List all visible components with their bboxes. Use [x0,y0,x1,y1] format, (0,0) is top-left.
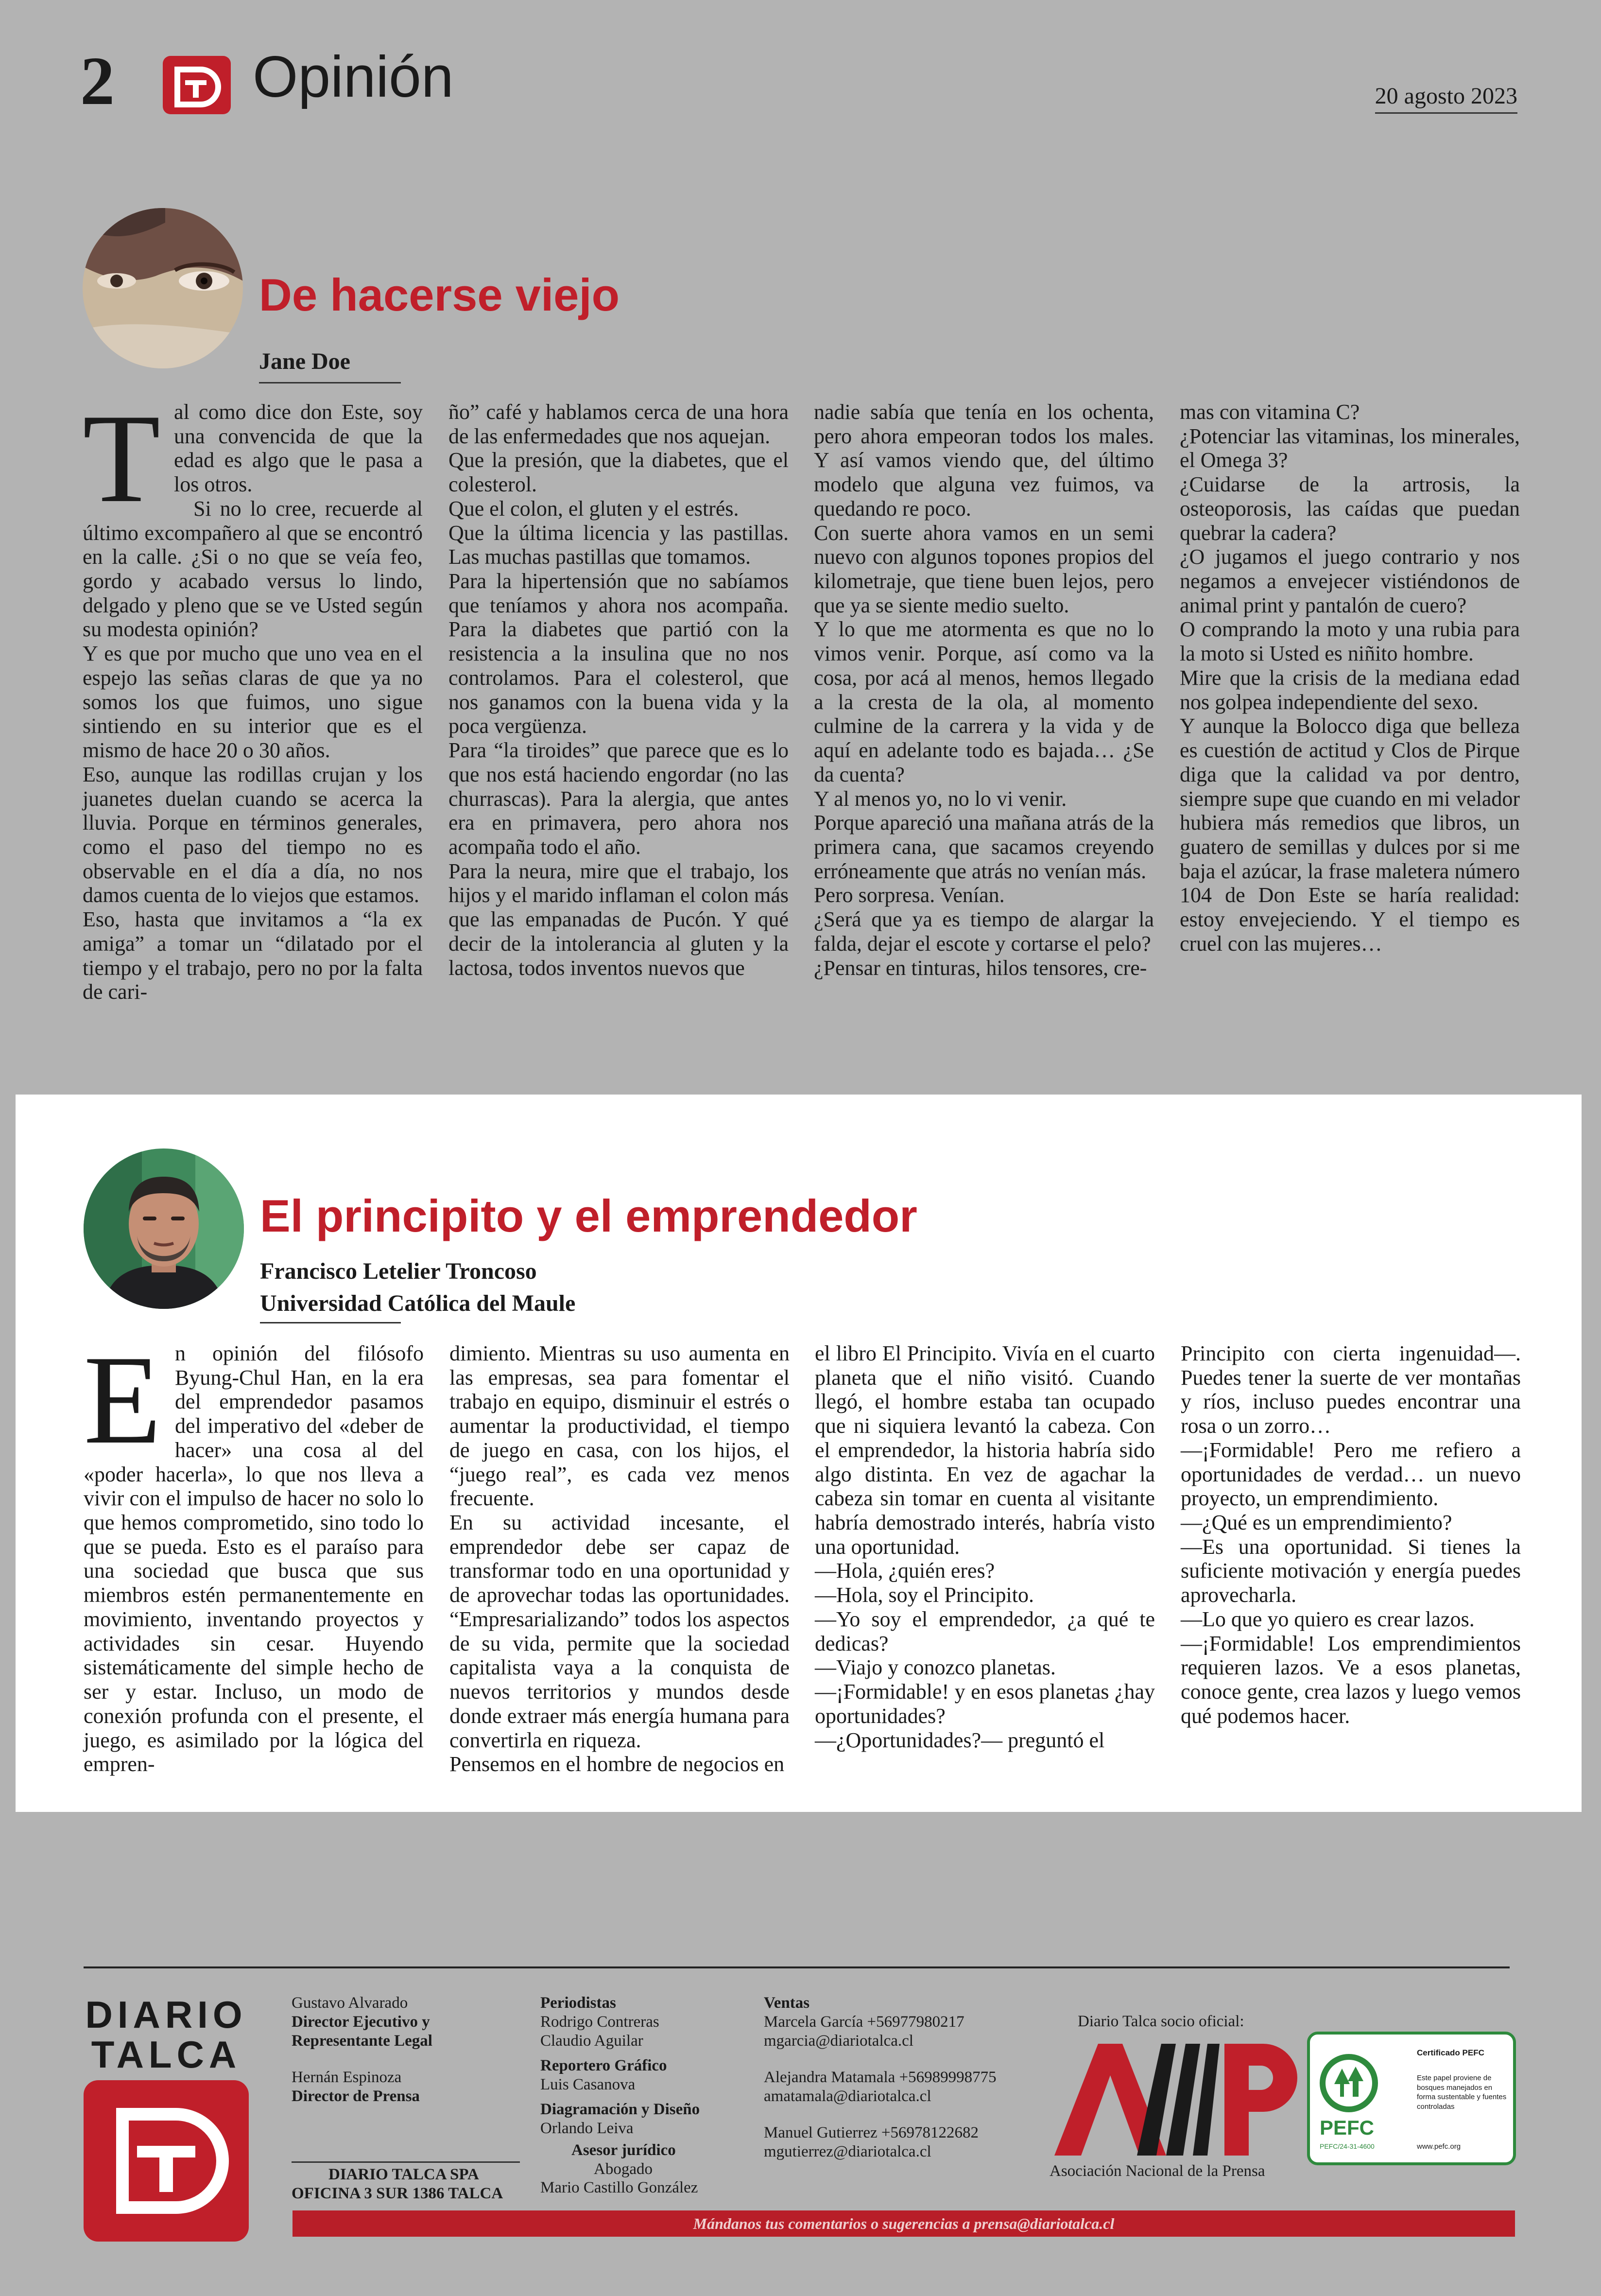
paragraph: Y es que por mucho que uno vea en el espejo las señas claras de que ya no somos los que fuimos, uno sigue sintiendo en su interior que es el mismo de hace 20 o 30 años. [83,642,423,763]
section-title: Opinión [253,44,454,109]
diario-talca-large-logo-icon [84,2080,249,2242]
paragraph: nadie sabía que tenía en los ochenta, pero ahora empeoran todos los males. Y así vamos viendo que, del último modelo que alguna vez fuimos, va quedando re poco. [814,400,1154,521]
author-photo-jane-doe [83,208,243,368]
ventas-email: mgutierrez@diariotalca.cl [764,2142,931,2160]
staff-block [292,1994,452,2106]
ventas-block [764,1994,1036,2161]
paragraph: el libro El Principito. Vivía en el cuarto planeta que el niño visitó. Cuando llegó, el hombre estaba tan ocupado que ni siquiera levantó la cabeza. Con el emprendedor, la historia habría sido algo distinta. En vez de agachar la cabeza sin tomar en cuenta al visitante habría demostrado interés, habría visto una oportunidad. [815,1341,1155,1559]
issue-date: 20 agosto 2023 [1375,83,1517,114]
paragraph: —Viajo y conozco planetas. [815,1655,1056,1680]
paragraph: n opinión del filósofo Byung-Chul Han, en la era del emprendedor pasamos del imperativo del «deber de hacer» una cosa al del «poder hacerla», lo que nos lleva a vivir con el impulso de hacer no solo lo que hemos comprometido, sino todo lo que se pueda. Esto es el paraíso para una sociedad que busca que sus miembros estén permanentemente en movimiento, inventando proyectos y actividades sin cesar. Huyendo sistemáticamente del simple hecho de ser y estar. Incluso, un modo de conexión profunda con el presente, el juego, es asimilado por la lógica del empren- [84,1341,424,1776]
asesor-role: Abogado [594,2160,653,2178]
paragraph: Porque apareció una mañana atrás de la primera cana, que sacamos creyendo erróneamente que atrás no venían más. [814,811,1154,883]
paragraph: Principito con cierta ingenuidad—. Puedes tener la suerte de ver montañas y ríos, incluso puedes encontrar una rosa o un zorro… [1181,1341,1521,1438]
reportero-name: Luis Casanova [540,2075,636,2093]
article-column-1 [84,1329,424,1776]
paragraph: Que la última licencia y las pastillas. Las muchas pastillas que tomamos. [448,521,789,569]
footer-brand [84,1995,249,2075]
paragraph: —Hola, soy el Principito. [815,1583,1034,1607]
pefc-url: www.pefc.org [1417,2142,1461,2151]
company-divider [292,2161,520,2163]
brand-line-1: DIARIO [85,1993,247,2036]
ventas-contact: Manuel Gutierrez +56978122682 [764,2123,979,2141]
paragraph: —Yo soy el emprendedor, ¿a qué te dedicas? [815,1607,1155,1655]
paragraph: ¿O jugamos el juego contrario y nos negamos a envejecer vistiéndonos de animal print y pantalón de cuero? [1180,545,1520,617]
company-name: DIARIO TALCA SPA [328,2166,479,2183]
article-author: Francisco Letelier Troncoso [260,1258,537,1284]
periodistas-label: Periodistas [540,1994,616,2012]
drop-cap: T [83,388,161,529]
paragraph: mas con vitamina C? [1180,400,1360,424]
paragraph: dimiento. Mientras su uso aumenta en las empresas, sea para fomentar el trabajo en equipo, disminuir el estrés o aumentar la productividad, el tiempo de juego en casa, con los hijos, el “juego real”, es cada vez menos frecuente. [449,1341,790,1511]
feedback-banner: Mándanos tus comentarios o sugerencias a prensa@diariotalca.cl [293,2210,1515,2237]
paragraph: Si no lo cree, recuerde al último excompañero al que se encontró en la calle. ¿Si o no que se veía feo, gordo y acabado versus lo lindo, delgado y pleno que se ve Usted según su modesta opinión? [83,496,423,642]
drop-cap: E [84,1329,162,1470]
reportero-label: Reportero Gráfico [540,2056,667,2074]
paragraph: Y al menos yo, no lo vi venir. [814,786,1067,811]
ventas-contact: Alejandra Matamala +56989998775 [764,2068,997,2086]
paragraph: Pensemos en el hombre de negocios en [449,1752,785,1776]
periodista: Claudio Aguilar [540,2032,643,2050]
paragraph: Mire que la crisis de la mediana edad nos golpea independiente del sexo. [1180,665,1520,714]
paragraph: Y lo que me atormenta es que no lo vimos venir. Porque, así como va la cosa, por acá al menos, hemos llegado a la cresta de la ola, al momento culmine de la carrera y la vida y de aquí en adelante todo es bajada… ¿Se da cuenta? [814,617,1154,786]
article-column-3 [815,1341,1155,1752]
paragraph: —¡Formidable! Los emprendimientos requieren lazos. Ve a esos planetas, conoce gente, crea lazos y luego vemos qué podemos hacer. [1181,1631,1521,1728]
paragraph: —¿Qué es un emprendimiento? [1181,1511,1452,1535]
ventas-email: mgarcia@diariotalca.cl [764,2032,913,2050]
pefc-badge [1307,2032,1516,2165]
asesor-label: Asesor jurídico [571,2141,676,2159]
article-column-2 [449,1341,790,1776]
author-divider [259,382,401,383]
periodista: Rodrigo Contreras [540,2013,659,2031]
diagramacion-label: Diagramación y Diseño [540,2100,700,2118]
paragraph: —¡Formidable! y en esos planetas ¿hay oportunidades? [815,1680,1155,1728]
paragraph: —Es una oportunidad. Si tienes la suficiente motivación y energía puedes aprovecharla. [1181,1534,1521,1607]
paragraph: Para “la tiroides” que parece que es lo que nos está haciendo engordar (no las churrascas). Para la alergia, que antes era en primavera, pero ahora nos acompaña todo el año. [448,738,789,859]
pefc-code: PEFC/24-31-4600 [1320,2142,1375,2150]
paragraph: —Lo que yo quiero es crear lazos. [1181,1607,1475,1631]
pefc-brand: PEFC [1320,2116,1375,2139]
staff-role: Director de Prensa [292,2087,420,2105]
paragraph: En su actividad incesante, el emprendedor debe ser capaz de transformar todo en una oportunidad y de aprovechar todas las oportunidades. “Empresarializando” todos los aspectos de su vida, permite que la sociedad capitalista vaya a la conquista de nuevos territorios y mundos desde donde extraer más energía humana para convertirla en riqueza. [449,1511,790,1752]
paragraph: Para la neura, mire que el trabajo, los hijos y el marido inflaman el colon más que las empanadas de Pucón. Y qué decir de la intolerancia al gluten y la lactosa, todos inventos nuevos que [448,859,789,980]
article-author: Jane Doe [259,348,350,374]
article-body [84,1329,1522,1779]
paragraph: ¿Pensar en tinturas, hilos tensores, cre- [814,956,1147,980]
author-divider [260,1322,401,1323]
paragraph: ¿Cuidarse de la artrosis, la osteoporosis, las caídas que puedan quebrar la cadera? [1180,472,1520,545]
footer-divider [84,1966,1510,1968]
company-address: OFICINA 3 SUR 1386 TALCA [292,2184,503,2202]
paragraph: —¡Formidable! Pero me refiero a oportunidades de verdad… un nuevo proyecto, un emprendimiento. [1181,1438,1521,1511]
article-column-1 [83,388,423,1004]
author-affiliation: Universidad Católica del Maule [260,1290,576,1316]
paragraph: —¿Oportunidades?— preguntó el [815,1728,1105,1752]
article-title: De hacerse viejo [259,269,620,320]
ventas-email: amatamala@diariotalca.cl [764,2087,931,2105]
paragraph: O comprando la moto y una rubia para la moto si Usted es niñito hombre. [1180,617,1520,666]
article-column-4 [1180,400,1520,956]
paragraph: ¿Potenciar las vitaminas, los minerales, el Omega 3? [1180,424,1520,472]
diagramacion-name: Orlando Leiva [540,2119,634,2137]
anp-logo-icon [1045,2034,1297,2160]
article-column-4 [1181,1341,1521,1728]
article-body [83,388,1521,1004]
paragraph: ¿Será que ya es tiempo de alargar la falda, dejar el escote y cortarse el pelo? [814,907,1154,956]
pefc-title: Certificado PEFC [1417,2048,1484,2057]
paragraph: al como dice don Este, soy una convencida de que la edad es algo que le pasa a los otros. [174,400,423,497]
paragraph: —Hola, ¿quién eres? [815,1559,995,1583]
paragraph: Que el colon, el gluten y el estrés. [448,496,739,521]
staff-name: Hernán Espinoza [292,2068,402,2086]
ventas-label: Ventas [764,1994,810,2012]
article-title: El principito y el emprendedor [260,1190,917,1241]
anp-logo-text: ANP [1045,2034,1046,2035]
pefc-text: Este papel proviene de bosques manejados en forma sustentable y fuentes controladas [1417,2074,1507,2111]
paragraph: Para la hipertensión que no sabíamos que teníamos y ahora nos acompaña. Para la diabetes que partió con la resistencia a la insulina que no nos controlamos. Para el colesterol, que nos ganamos con la buena vida y la poca vergüenza. [448,569,789,738]
asesor-name: Mario Castillo González [540,2179,698,2197]
ventas-contact: Marcela García +56977980217 [764,2013,964,2031]
paragraph: Que la presión, que la diabetes, que el colesterol. [448,448,789,497]
paragraph: Eso, hasta que invitamos a “la ex amiga” a tomar un “dilatado por el tiempo y el trabajo, pero no por la falta de cari- [83,907,423,1004]
article-column-2 [448,400,789,980]
staff-role: Director Ejecutivo y Representante Legal [292,2013,432,2050]
brand-line-2: TALCA [91,2033,241,2076]
author-photo-francisco-letelier [84,1148,244,1309]
paragraph: ño” café y hablamos cerca de una hora de las enfermedades que nos aquejan. [448,400,789,448]
tree-icon [1320,2054,1378,2112]
paragraph: Y aunque la Bolocco diga que belleza es cuestión de actitud y Clos de Pirque diga que la calidad va por dentro, siempre supe que cuando en mi velador hubiera más remedios que libros, un guatero de semillas y dulces por si me baja el azúcar, la frase maletera número 104 de Don Este se haría realidad: estoy envejeciendo. Y el tiempo es cruel con las mujeres… [1180,714,1520,956]
diario-talca-logo-icon [163,56,231,114]
staff-name: Gustavo Alvarado [292,1994,408,2012]
anp-caption: Asociación Nacional de la Prensa [1050,2162,1265,2180]
company-block [292,2165,520,2203]
socio-label: Diario Talca socio oficial: [1078,2013,1244,2030]
page-number: 2 [80,42,115,119]
paragraph: Pero sorpresa. Venían. [814,883,1005,907]
paragraph: Con suerte ahora vamos en un semi nuevo con algunos topones propios del kilometraje, que tiene buen lejos, pero que ya se siente medio suelto. [814,521,1154,617]
article-column-3 [814,400,1154,980]
newsroom-block [540,1994,744,2197]
paragraph: Eso, aunque las rodillas crujan y los juanetes duelan cuando se acerca la lluvia. Porque en términos generales, como el paso del tiempo no es observable en el día a día, no nos damos cuenta de lo viejos que estamos. [83,762,423,907]
